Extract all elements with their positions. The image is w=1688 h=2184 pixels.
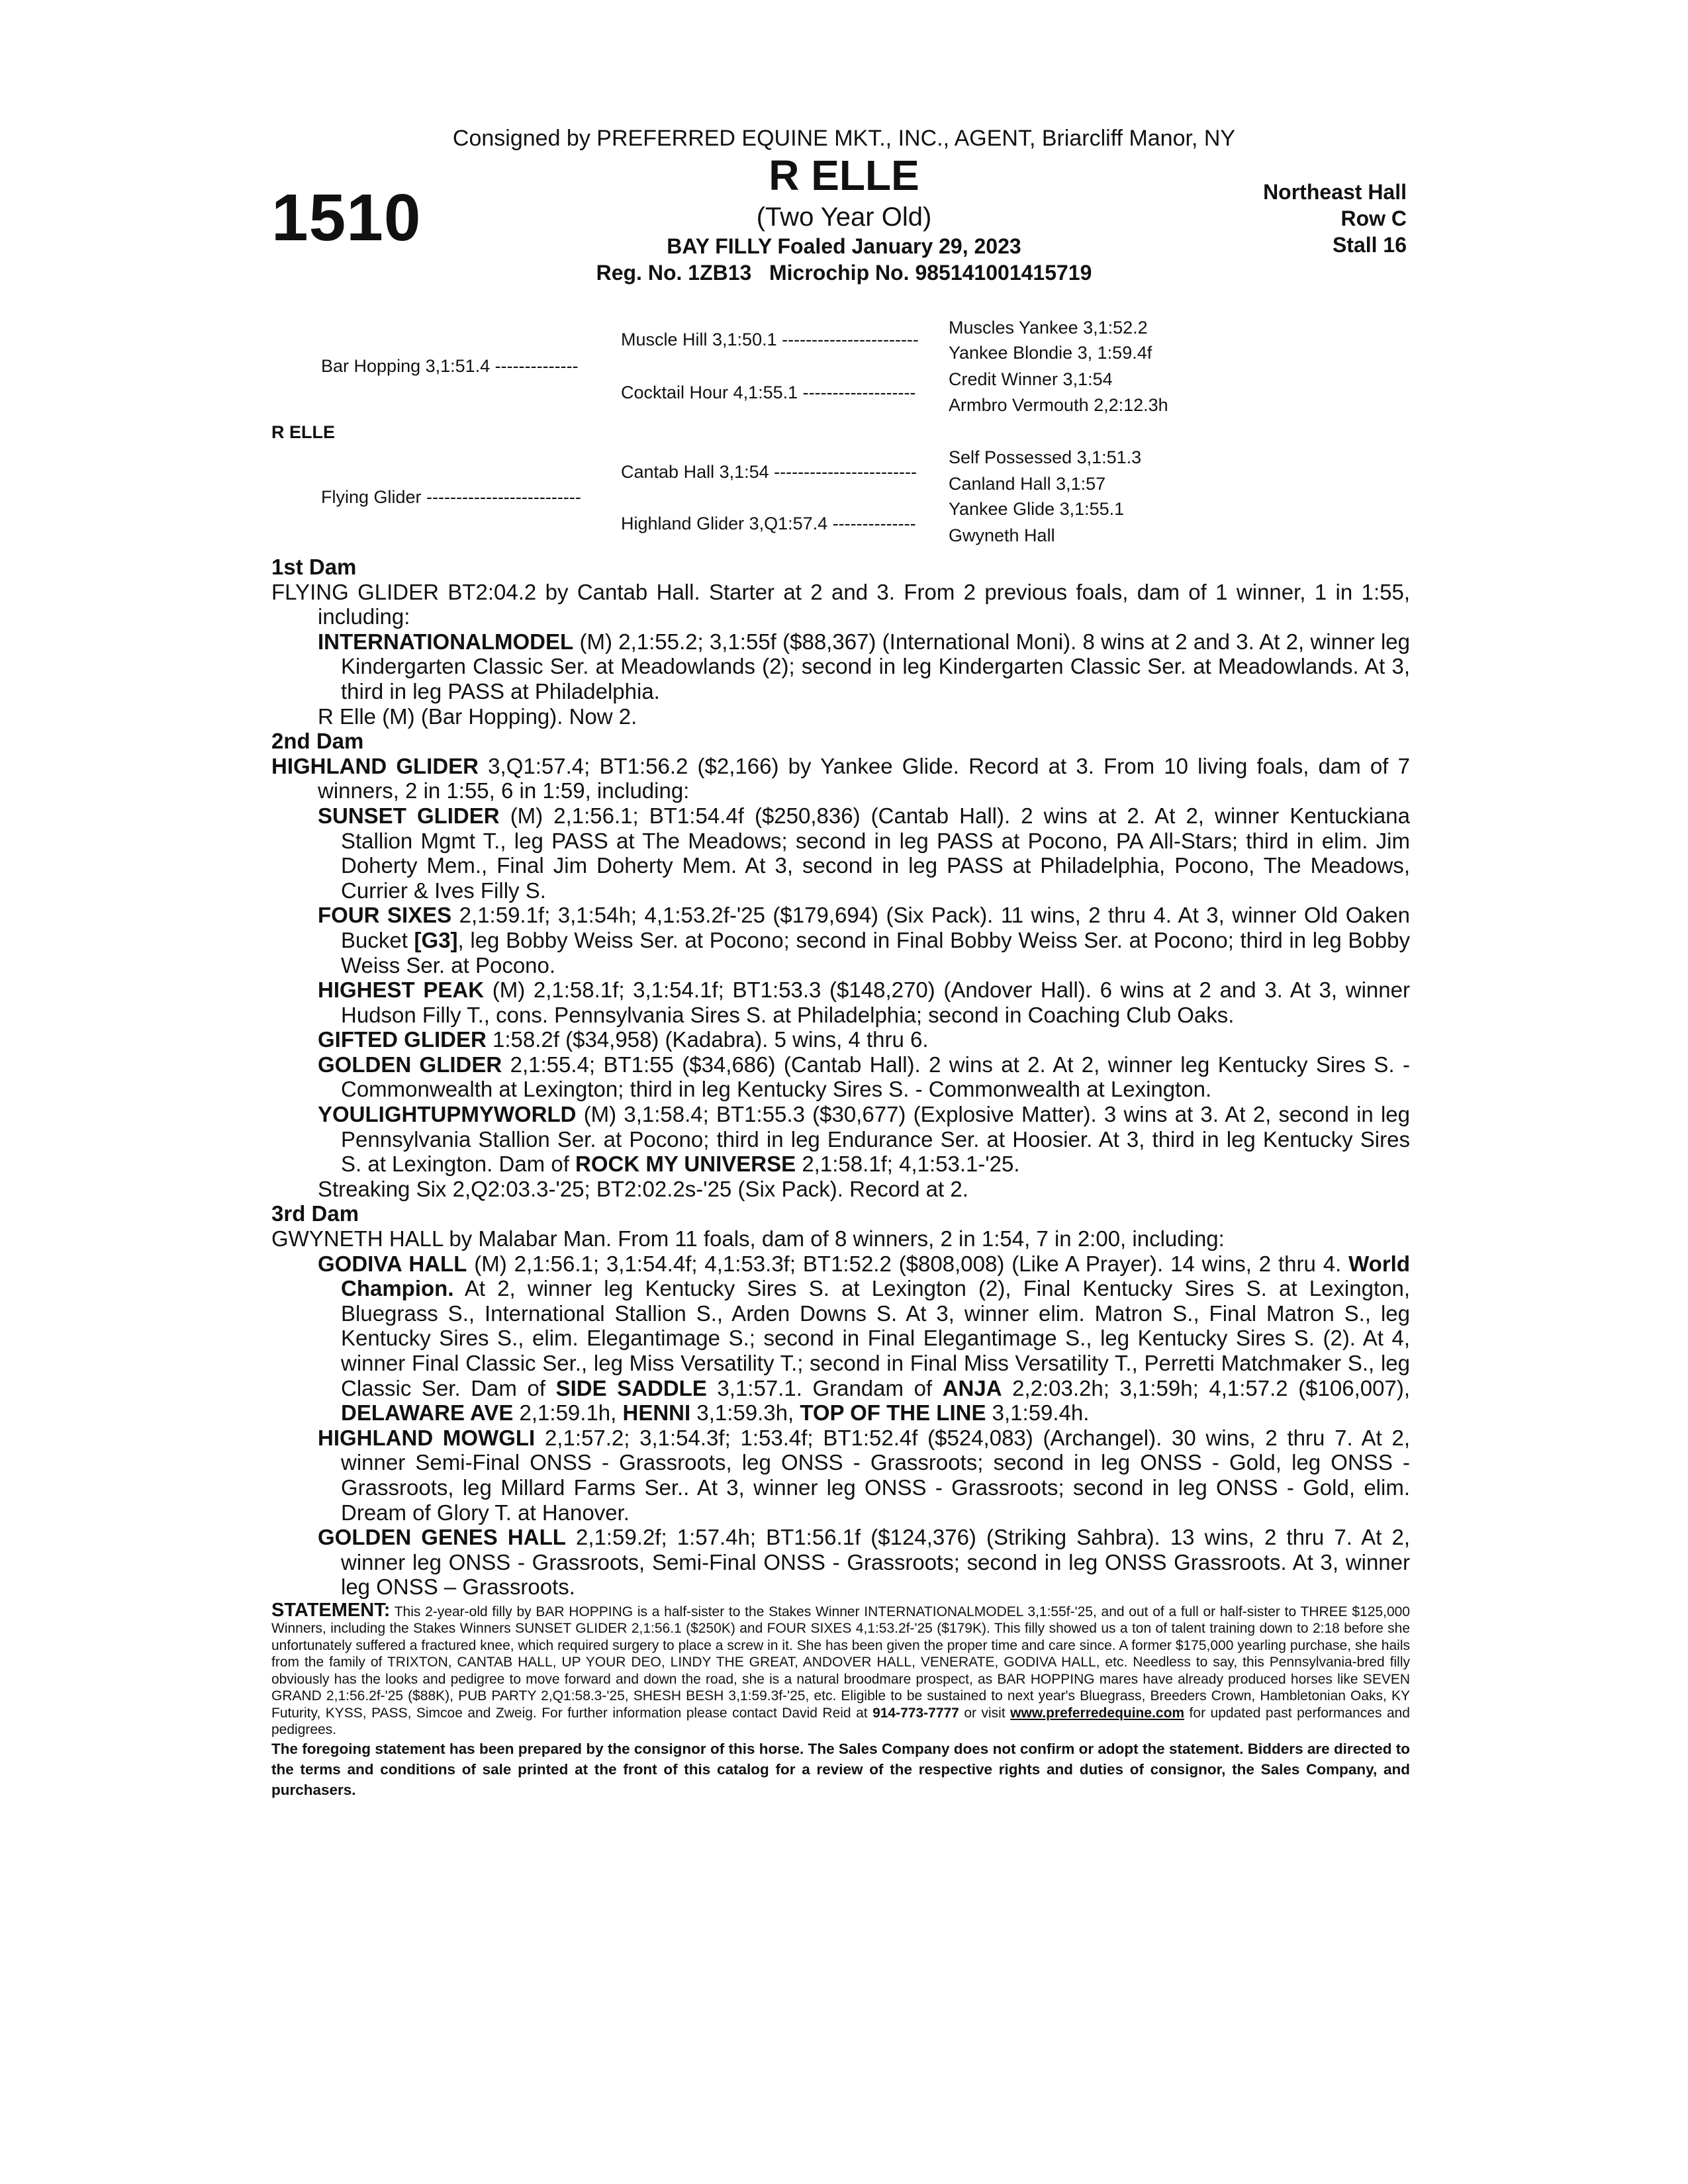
foal-entry: GIFTED GLIDER 1:58.2f ($34,958) (Kadabra). 5 wins, 4 thru 6.: [318, 1027, 929, 1052]
contact-phone: 914-773-7777: [872, 1705, 959, 1721]
pedigree-gen3-6: Canland Hall 3,1:57: [949, 474, 1106, 494]
foal-name: INTERNATIONALMODEL: [318, 629, 574, 654]
statement-label: STATEMENT:: [271, 1599, 391, 1621]
foal-name: YOULIGHTUPMYWORLD: [318, 1102, 577, 1127]
pedigree-gen3-8: Gwyneth Hall: [949, 525, 1055, 545]
second-dam-heading: 2nd Dam: [271, 729, 364, 754]
consignor-statement: STATEMENT: This 2-year-old filly by BAR HOPPING is a half-sister to the Stakes Winner INTERNATIONALMODEL 3,1:55f-'25, and out of a full or half-sister to THREE $125,000 Winners, including the Stakes Winners SUNSET GLIDER 2,1:56.1 ($250K) and FOUR SIXES 4,1:53.2f-'25 ($179K). This filly showed us a ton of talent training down to 2:18 before she unfortunately suffered a fractured knee, which required surgery to place a screw in it. She has been given the proper time and care since. A former $175,000 yearling purchase, she hails from the family of TRIXTON, CANTAB HALL, UP YOUR DEO, LINDY THE GREAT, ANDOVER HALL, VENERATE, GODIVA HALL, etc. Needless to say, this Pennsylvania-bred filly obviously has the looks and pedigree to move forward and down the road, she is a natural broodmare prospect, as BAR HOPPING mares have already produced horses like SEVEN GRAND 2,1:56.2f-'25 ($88K), PUB PARTY 2,Q1:58.3-'25, SHESH BESH 3,1:59.3f-'25, etc. Eligible to be sustained to next year's Bluegrass, Breeders Crown, Hambletonian Oaks, KY Futurity, KYSS, PASS, Simcoe and Zweig. For further information please contact David Reid at 914-773-7777 or visit www.preferredequine.com for updated past performances and pedigrees.: [271, 1599, 1410, 1738]
foal-entry: HIGHLAND MOWGLI 2,1:57.2; 3,1:54.3f; 1:53.4f; BT1:52.4f ($524,083) (Archangel). 30 wins, 2 thru 7. At 2, winner Semi-Final ONSS - Grassroots, leg ONSS - Grassroots; second in leg ONSS - Gold, leg ONSS - Grassroots, leg Millard Farms Ser.. At 3, winner leg ONSS - Grassroots; second in leg ONSS - Gold, elim. Dream of Glory T. at Hanover.: [318, 1425, 1410, 1525]
sale-stall: Stall 16: [1332, 233, 1407, 257]
third-dam-summary: GWYNETH HALL by Malabar Man. From 11 foals, dam of 8 winners, 2 in 1:54, 7 in 2:00, including:: [271, 1226, 1225, 1251]
sale-hall: Northeast Hall: [1263, 180, 1407, 204]
pedigree-dam-sire: Cantab Hall 3,1:54 ------------------------: [621, 462, 917, 482]
first-dam-heading: 1st Dam: [271, 555, 357, 579]
pedigree-sire-dam: Cocktail Hour 4,1:55.1 -------------------: [621, 383, 916, 402]
pedigree-horse: R ELLE: [271, 422, 336, 442]
hip-number: 1510: [271, 181, 422, 255]
pedigree-gen3-7: Yankee Glide 3,1:55.1: [949, 499, 1125, 519]
horse-name: R ELLE: [769, 152, 919, 199]
foal-entry: GOLDEN GENES HALL 2,1:59.2f; 1:57.4h; BT1:56.1f ($124,376) (Striking Sahbra). 13 wins, 2 thru 7. At 2, winner leg ONSS - Grassroots, Semi-Final ONSS - Grassroots; second in leg ONSS Grassroots. At 3, winner leg ONSS – Grassroots.: [318, 1525, 1410, 1600]
foal-entry: Streaking Six 2,Q2:03.3-'25; BT2:02.2s-'25 (Six Pack). Record at 2.: [318, 1176, 968, 1201]
pedigree-dam-dam: Highland Glider 3,Q1:57.4 --------------: [621, 514, 916, 533]
foal-entry: INTERNATIONALMODEL (M) 2,1:55.2; 3,1:55f ($88,367) (International Moni). 8 wins at 2 and 3. At 2, winner leg Kindergarten Classic Ser. at Meadowlands (2); second in leg Kindergarten Classic Ser. at Meadowlands. At 3, third in leg PASS at Philadelphia.: [318, 629, 1410, 704]
foal-entry: GODIVA HALL (M) 2,1:56.1; 3,1:54.4f; 4,1:53.3f; BT1:52.2 ($808,008) (Like A Prayer). 14 wins, 2 thru 4. World Champion. At 2, winner leg Kentucky Sires S. at Lexington (2), Final Kentucky Sires S. at Lexington, Bluegrass S., International Stallion S., Arden Downs S. At 3, winner elim. Matron S., Final Matron S., leg Kentucky Sires S., elim. Elegantimage S.; second in Final Elegantimage S., leg Kentucky Sires S. (2). At 4, winner Final Classic Ser., leg Miss Versatility T.; second in Final Miss Versatility T., Perretti Matchmaker S., leg Classic Ser. Dam of SIDE SADDLE 3,1:57.1. Grandam of ANJA 2,2:03.2h; 3,1:59h; 4,1:57.2 ($106,007), DELAWARE AVE 2,1:59.1h, HENNI 3,1:59.3h, TOP OF THE LINE 3,1:59.4h.: [318, 1251, 1411, 1426]
website-link[interactable]: www.preferredequine.com: [1010, 1705, 1185, 1721]
sale-row: Row C: [1340, 206, 1407, 230]
consignor-line: Consigned by PREFERRED EQUINE MKT., INC., AGENT, Briarcliff Manor, NY: [452, 126, 1236, 151]
foal-name: FOUR SIXES: [318, 903, 452, 928]
foal-entry: SUNSET GLIDER (M) 2,1:56.1; BT1:54.4f ($250,836) (Cantab Hall). 2 wins at 2. At 2, winner Kentuckiana Stallion Mgmt T., leg PASS at The Meadows; second in leg PASS at Pocono, PA All-Stars; third in elim. Jim Doherty Mem., Final Jim Doherty Mem. At 3, second in leg PASS at Philadelphia, Pocono, The Meadows, Currier & Ives Filly S.: [318, 803, 1410, 903]
foal-entry: FOUR SIXES 2,1:59.1f; 3,1:54h; 4,1:53.2f-'25 ($179,694) (Six Pack). 11 wins, 2 thru 4. At 3, winner Old Oaken Bucket [G3], leg Bobby Weiss Ser. at Pocono; second in Final Bobby Weiss Ser. at Pocono; third in leg Bobby Weiss Ser. at Pocono.: [318, 903, 1410, 978]
pedigree-sire: Bar Hopping 3,1:51.4 --------------: [321, 356, 579, 376]
foal-name: GOLDEN GLIDER: [318, 1052, 502, 1077]
foaling-info: BAY FILLY Foaled January 29, 2023: [667, 234, 1021, 258]
foal-name: HIGHLAND MOWGLI: [318, 1425, 536, 1450]
third-dam-heading: 3rd Dam: [271, 1201, 359, 1226]
foal-name: SUNSET GLIDER: [318, 803, 500, 828]
pedigree-gen3-4: Armbro Vermouth 2,2:12.3h: [949, 395, 1168, 415]
foal-entry: HIGHEST PEAK (M) 2,1:58.1f; 3,1:54.1f; BT1:53.3 ($148,270) (Andover Hall). 6 wins at 2 and 3. At 3, winner Hudson Filly T., cons. Pennsylvania Sires S. at Philadelphia; second in Coaching Club Oaks.: [318, 978, 1410, 1027]
registration-info: Reg. No. 1ZB13 Microchip No. 985141001415719: [596, 261, 1092, 285]
foal-name: GODIVA HALL: [318, 1251, 467, 1276]
catalog-body: [271, 555, 1410, 1800]
sales-disclaimer: The foregoing statement has been prepared by the consignor of this horse. The Sales Company does not confirm or adopt the statement. Bidders are directed to the terms and conditions of sale printed at the front of this catalog for a review of the respective rights and duties of consignor, the Sales Company, and purchasers.: [271, 1740, 1410, 1798]
foal-name: HIGHEST PEAK: [318, 978, 485, 1003]
pedigree-sire-sire: Muscle Hill 3,1:50.1 -----------------------: [621, 330, 919, 349]
pedigree-dam: Flying Glider --------------------------: [321, 487, 581, 507]
foal-name: GIFTED GLIDER: [318, 1027, 487, 1052]
second-dam-summary: HIGHLAND GLIDER 3,Q1:57.4; BT1:56.2 ($2,166) by Yankee Glide. Record at 3. From 10 living foals, dam of 7 winners, 2 in 1:55, 6 in 1:59, including:: [271, 753, 1410, 803]
horse-age: (Two Year Old): [756, 203, 932, 232]
pedigree-gen3-3: Credit Winner 3,1:54: [949, 369, 1113, 389]
pedigree-gen3-2: Yankee Blondie 3, 1:59.4f: [949, 343, 1152, 363]
foal-name: GOLDEN GENES HALL: [318, 1525, 566, 1550]
pedigree-gen3-1: Muscles Yankee 3,1:52.2: [949, 318, 1148, 338]
foal-entry: R Elle (M) (Bar Hopping). Now 2.: [318, 704, 637, 729]
first-dam-summary: FLYING GLIDER BT2:04.2 by Cantab Hall. Starter at 2 and 3. From 2 previous foals, dam of 1 winner, 1 in 1:55, including:: [271, 579, 1410, 629]
pedigree-gen3-5: Self Possessed 3,1:51.3: [949, 447, 1142, 467]
foal-entry: GOLDEN GLIDER 2,1:55.4; BT1:55 ($34,686) (Cantab Hall). 2 wins at 2. At 2, winner leg Kentucky Sires S. - Commonwealth at Lexington; third in leg Kentucky Sires S. - Commonwealth at Lexington.: [318, 1052, 1410, 1102]
foal-entry: YOULIGHTUPMYWORLD (M) 3,1:58.4; BT1:55.3 ($30,677) (Explosive Matter). 3 wins at 3. At 2, second in leg Pennsylvania Stallion Ser. at Pocono; third in leg Endurance Ser. at Hoosier. At 3, third in leg Kentucky Sires S. at Lexington. Dam of ROCK MY UNIVERSE 2,1:58.1f; 4,1:53.1-'25.: [318, 1102, 1410, 1177]
grade-badge: [G3]: [414, 927, 458, 952]
